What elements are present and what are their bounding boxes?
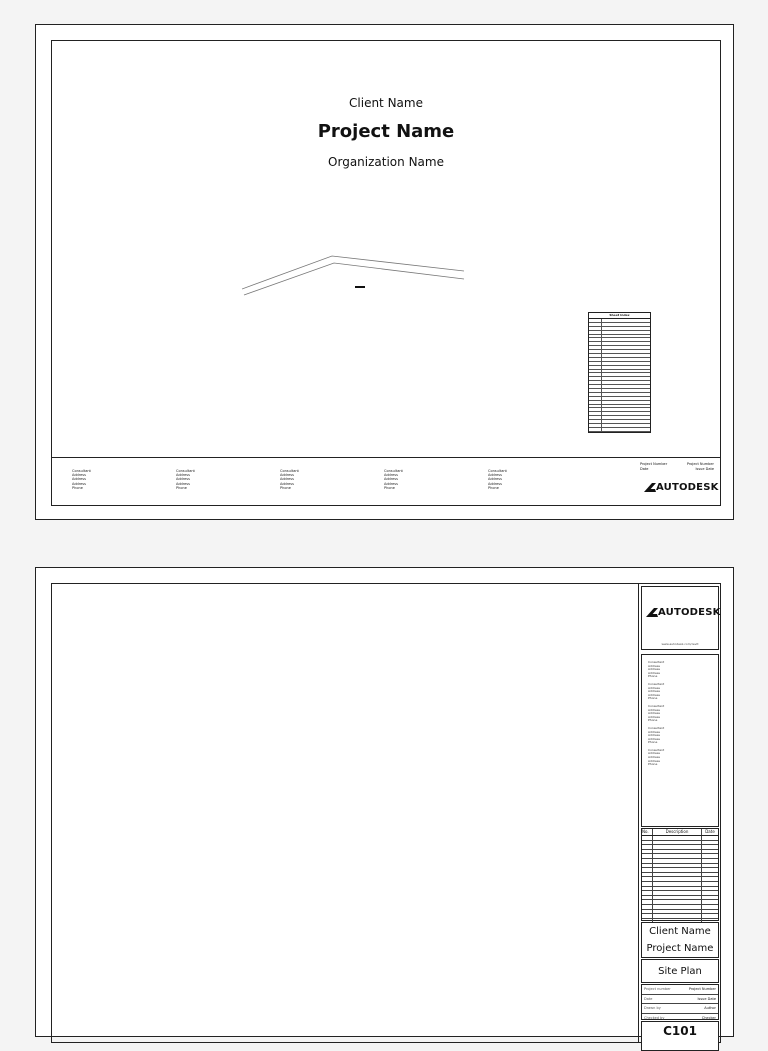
- sheet-index-title: Sheet Index: [589, 313, 650, 319]
- autodesk-a-icon: [644, 483, 656, 492]
- site-plan-sheet: [35, 567, 734, 1037]
- meta-row: Drawn by Author: [642, 1004, 718, 1014]
- revision-table: [641, 828, 719, 921]
- cover-project-name: Project Name: [317, 121, 455, 142]
- consultant-block: Consultant Address Address Address Phone: [488, 469, 507, 490]
- cover-project-meta-labels: Project Number Date: [640, 462, 668, 471]
- title-block-meta: [641, 984, 719, 1020]
- title-block-sheet-number: [641, 1021, 719, 1051]
- cover-sheet: [35, 24, 734, 520]
- website-link[interactable]: www.autodesk.com/revit: [661, 642, 699, 646]
- autodesk-a-icon: [646, 608, 658, 617]
- sheet-name: Site Plan: [658, 966, 702, 977]
- title-block-sheet-name: [641, 959, 719, 983]
- autodesk-logo: AUTODESK: [644, 482, 719, 493]
- cover-client-name: Client Name: [349, 96, 423, 110]
- cover-project-meta-values: Project Number Issue Date: [686, 462, 714, 471]
- meta-row: Date Issue Date: [642, 995, 718, 1005]
- project-name: Project Name: [646, 943, 714, 954]
- consultant-block: Consultant Address Address Address Phone: [176, 469, 195, 490]
- meta-row: Project number Project Number: [642, 985, 718, 995]
- drawing-area: [52, 584, 639, 1042]
- cover-title-bar: [52, 457, 720, 505]
- sheet-index-table: [588, 312, 651, 433]
- consultant-block: Consultant Address Address Address Phone: [280, 469, 299, 490]
- revision-table-header: No. Description Date: [642, 829, 718, 836]
- meta-row: Checked by Checker: [642, 1014, 718, 1024]
- sheet-number: C101: [663, 1024, 697, 1038]
- cover-sheet-border: [51, 40, 721, 506]
- title-block-logo-panel: [641, 586, 719, 650]
- consultant-block: Consultant Address Address Address Phone: [72, 469, 91, 490]
- title-block-names: [641, 922, 719, 958]
- title-block-consultants-panel: [641, 654, 719, 827]
- autodesk-logo: AUTODESK: [646, 607, 721, 618]
- site-sketch: [242, 251, 482, 301]
- consultant-block: Consultant Address Address Address Phone: [384, 469, 403, 490]
- cover-organization-name: Organization Name: [328, 155, 444, 169]
- site-plan-sheet-border: [51, 583, 721, 1043]
- consultant-list: Consultant Address Address Address Phone Consultant Address Address Address Phone Consultant Address Address Address Phone Consultant Address Address Address Phone Consultant Address Address Address Phone: [648, 660, 665, 767]
- client-name: Client Name: [649, 926, 711, 937]
